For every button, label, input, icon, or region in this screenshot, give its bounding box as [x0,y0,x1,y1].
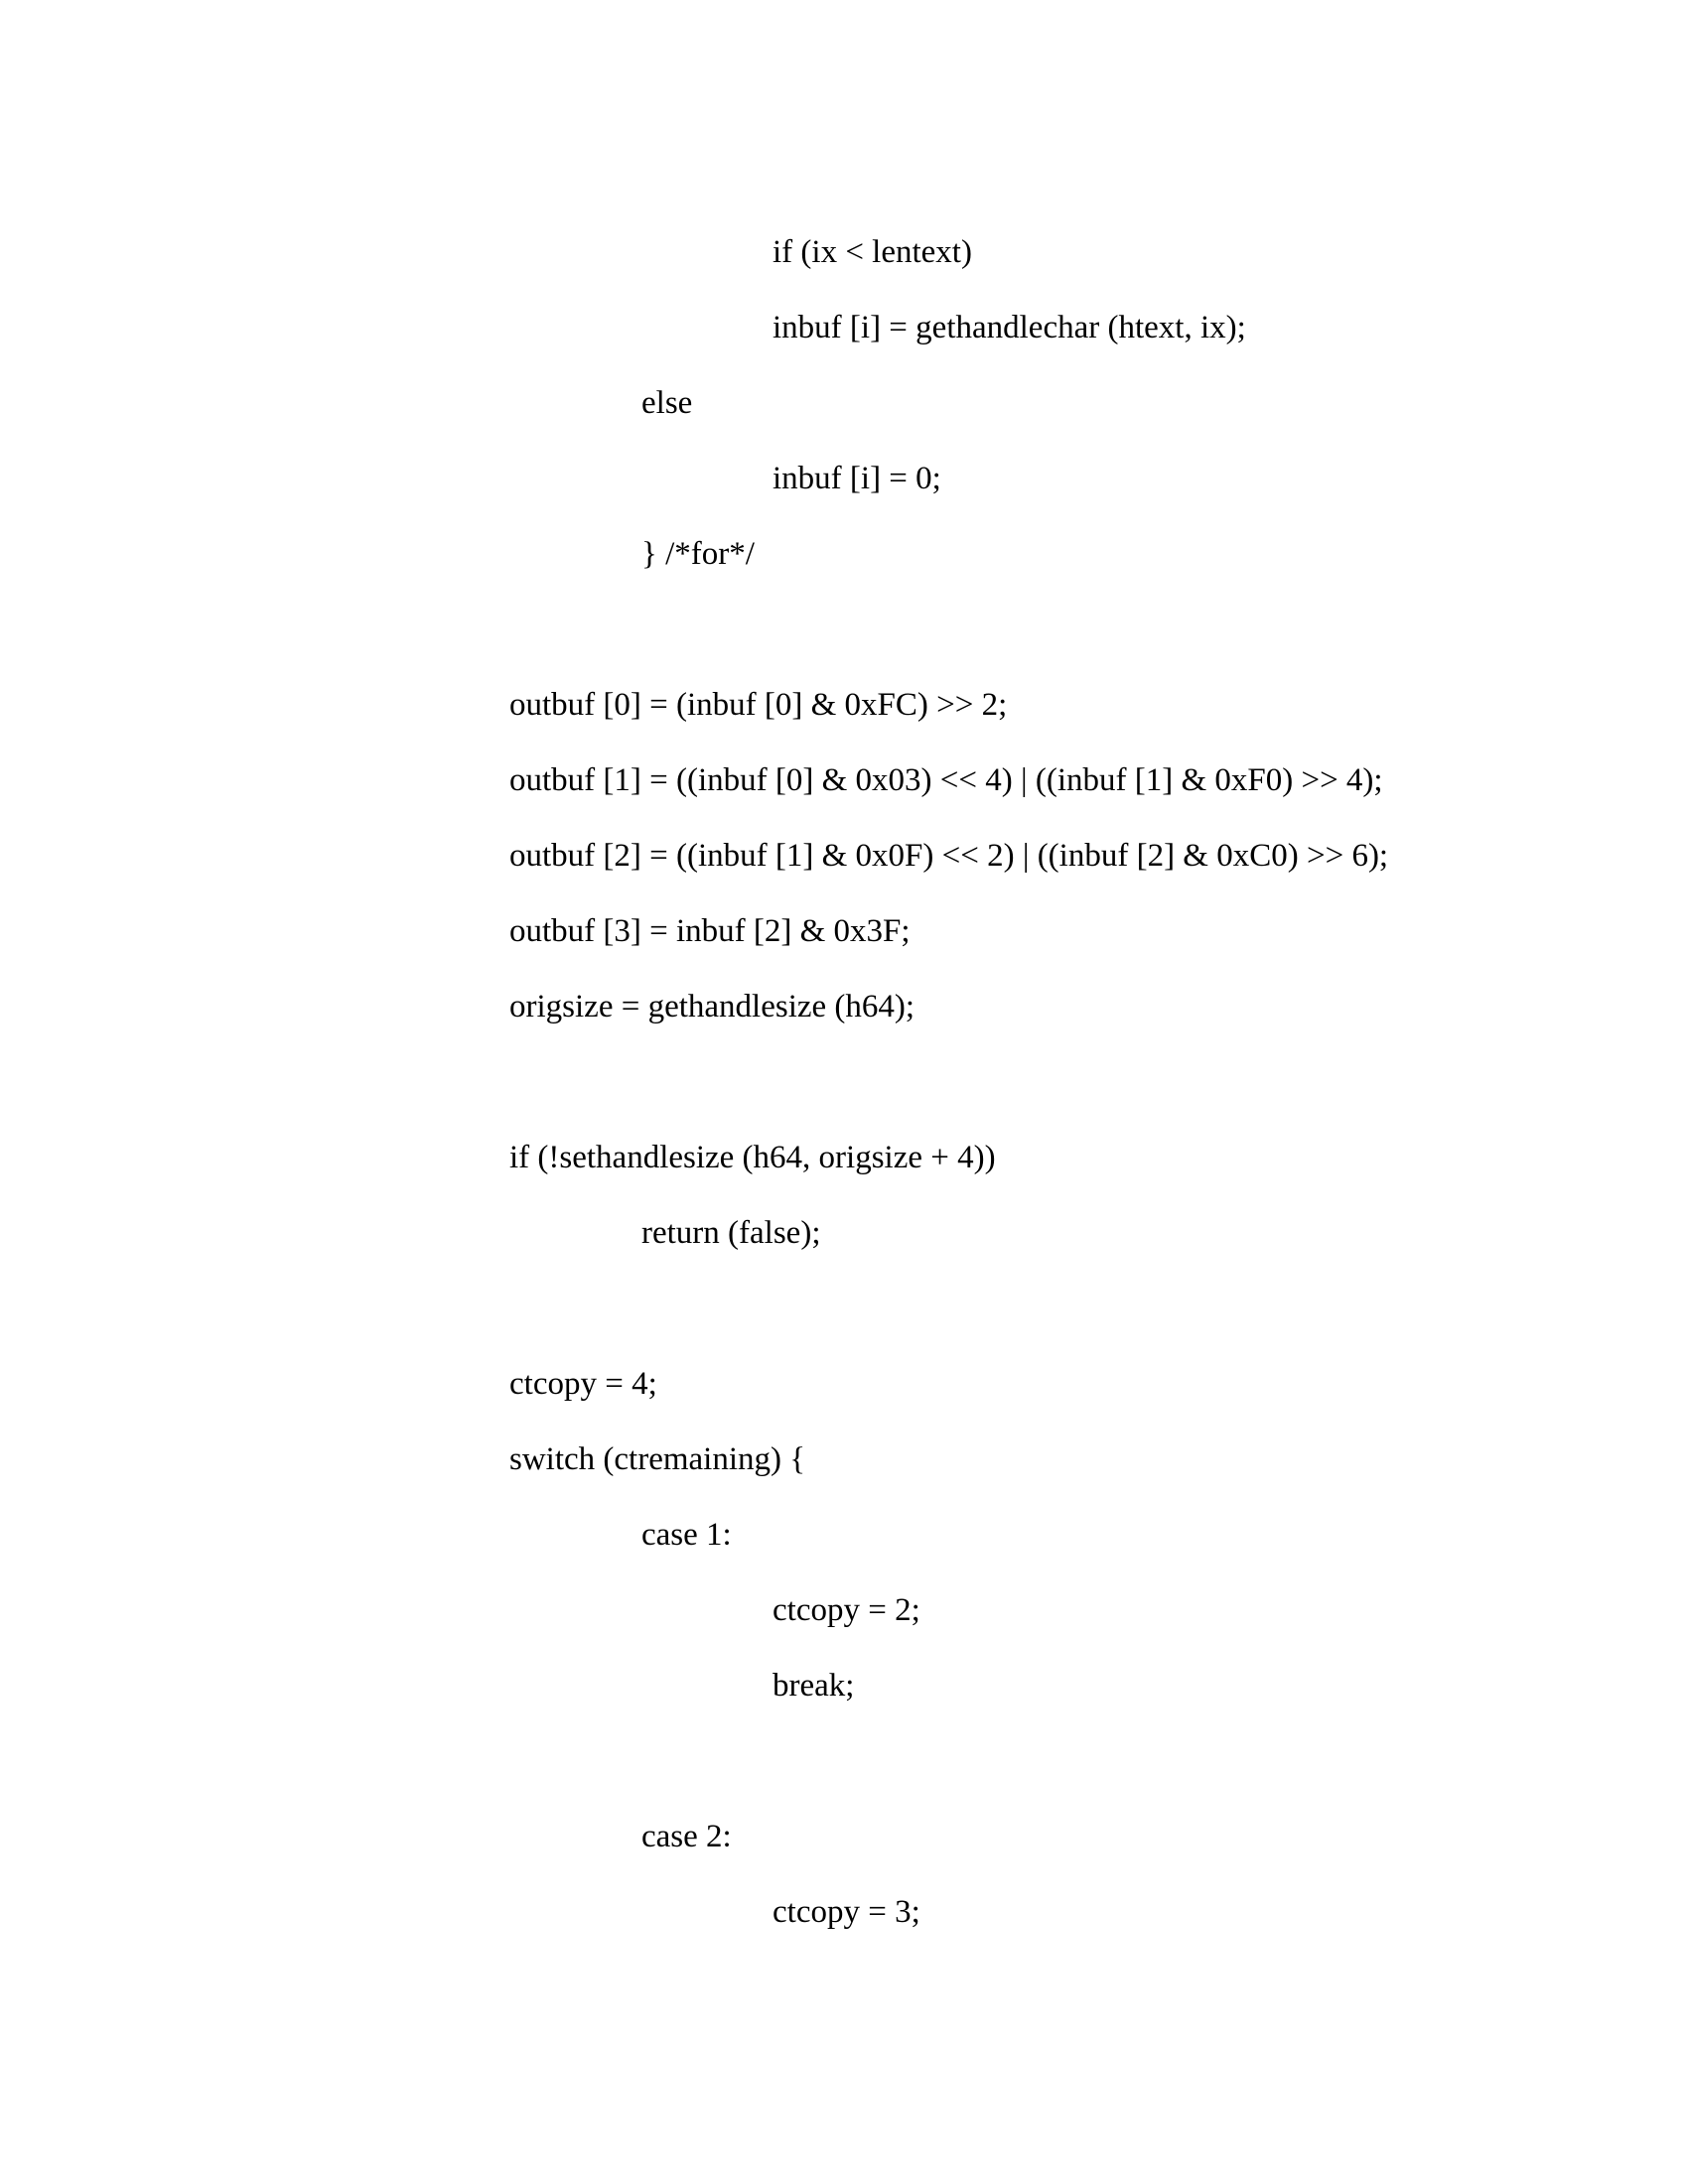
code-line-return-false: return (false); [641,1215,821,1251]
code-line-case-1: case 1: [641,1517,732,1553]
code-line-case-2: case 2: [641,1819,732,1854]
code-line-outbuf-0: outbuf [0] = (inbuf [0] & 0xFC) >> 2; [509,687,1008,723]
code-line-if-sethandlesize: if (!sethandlesize (h64, origsize + 4)) [509,1140,996,1175]
code-line-outbuf-3: outbuf [3] = inbuf [2] & 0x3F; [509,913,911,949]
code-line-inbuf-zero: inbuf [i] = 0; [773,461,941,496]
code-line-ctcopy-2: ctcopy = 2; [773,1592,920,1628]
code-line-outbuf-2: outbuf [2] = ((inbuf [1] & 0x0F) << 2) | ((inbuf [2] & 0xC0) >> 6); [509,838,1389,874]
code-line-if-ix-lentext: if (ix < lentext) [773,234,972,270]
code-line-ctcopy-4: ctcopy = 4; [509,1366,657,1402]
code-line-end-for: } /*for*/ [641,536,755,572]
code-line-break: break; [773,1668,855,1704]
code-line-outbuf-1: outbuf [1] = ((inbuf [0] & 0x03) << 4) | ((inbuf [1] & 0xF0) >> 4); [509,762,1383,798]
code-line-inbuf-gethandlechar: inbuf [i] = gethandlechar (htext, ix); [773,310,1246,345]
code-line-else: else [641,385,693,421]
code-line-switch: switch (ctremaining) { [509,1441,806,1477]
code-line-ctcopy-3: ctcopy = 3; [773,1894,920,1930]
code-line-origsize: origsize = gethandlesize (h64); [509,989,915,1024]
